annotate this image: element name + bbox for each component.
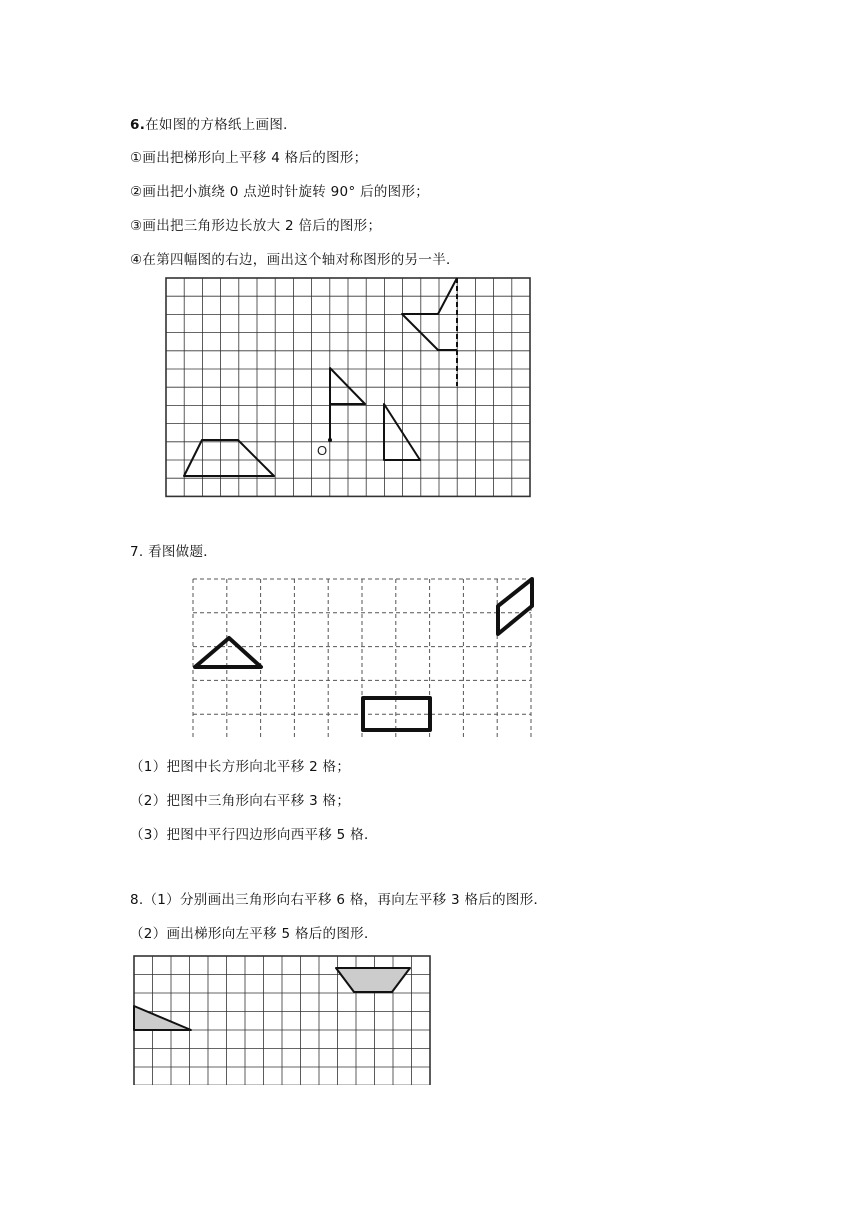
q8-item-2: （2）画出梯形向左平移 5 格后的图形． (130, 926, 378, 942)
q7-title: 7. 看图做题． (130, 544, 218, 560)
q6-trapezoid (184, 440, 274, 476)
q6-grid-figure (160, 270, 540, 505)
q7-triangle (195, 638, 261, 667)
q6-triangle (384, 404, 420, 460)
q8-item-1: 8.（1）分别画出三角形向右平移 6 格，再向左平移 3 格后的图形． (130, 892, 548, 908)
q7-item-3: （3）把图中平行四边形向西平移 5 格． (130, 827, 378, 843)
q7-item-1: （1）把图中长方形向北平移 2 格； (130, 759, 351, 775)
q6-title-text: 在如图的方格纸上画图． (145, 117, 297, 133)
q8-grid-figure (130, 950, 440, 1085)
q6-item-2: ②画出把小旗绕 0 点逆时针旋转 90° 后的图形； (130, 184, 430, 200)
q6-point-o-label: O (316, 443, 328, 458)
q6-number: 6. (130, 117, 146, 133)
q8-triangle (134, 1006, 191, 1030)
q7-parallelogram (498, 579, 532, 634)
q7-item-2: （2）把图中三角形向右平移 3 格； (130, 793, 351, 809)
q6-flag (330, 368, 365, 440)
q6-point-o-dot (328, 438, 332, 442)
q6-item-1: ①画出把梯形向上平移 4 格后的图形； (130, 150, 368, 166)
q7-grid-figure (185, 570, 545, 740)
q8-trapezoid (336, 968, 410, 992)
q6-item-4: ④在第四幅图的右边，画出这个轴对称图形的另一半． (130, 252, 460, 268)
q6-title (130, 113, 297, 133)
q6-item-3: ③画出把三角形边长放大 2 倍后的图形； (130, 218, 382, 234)
